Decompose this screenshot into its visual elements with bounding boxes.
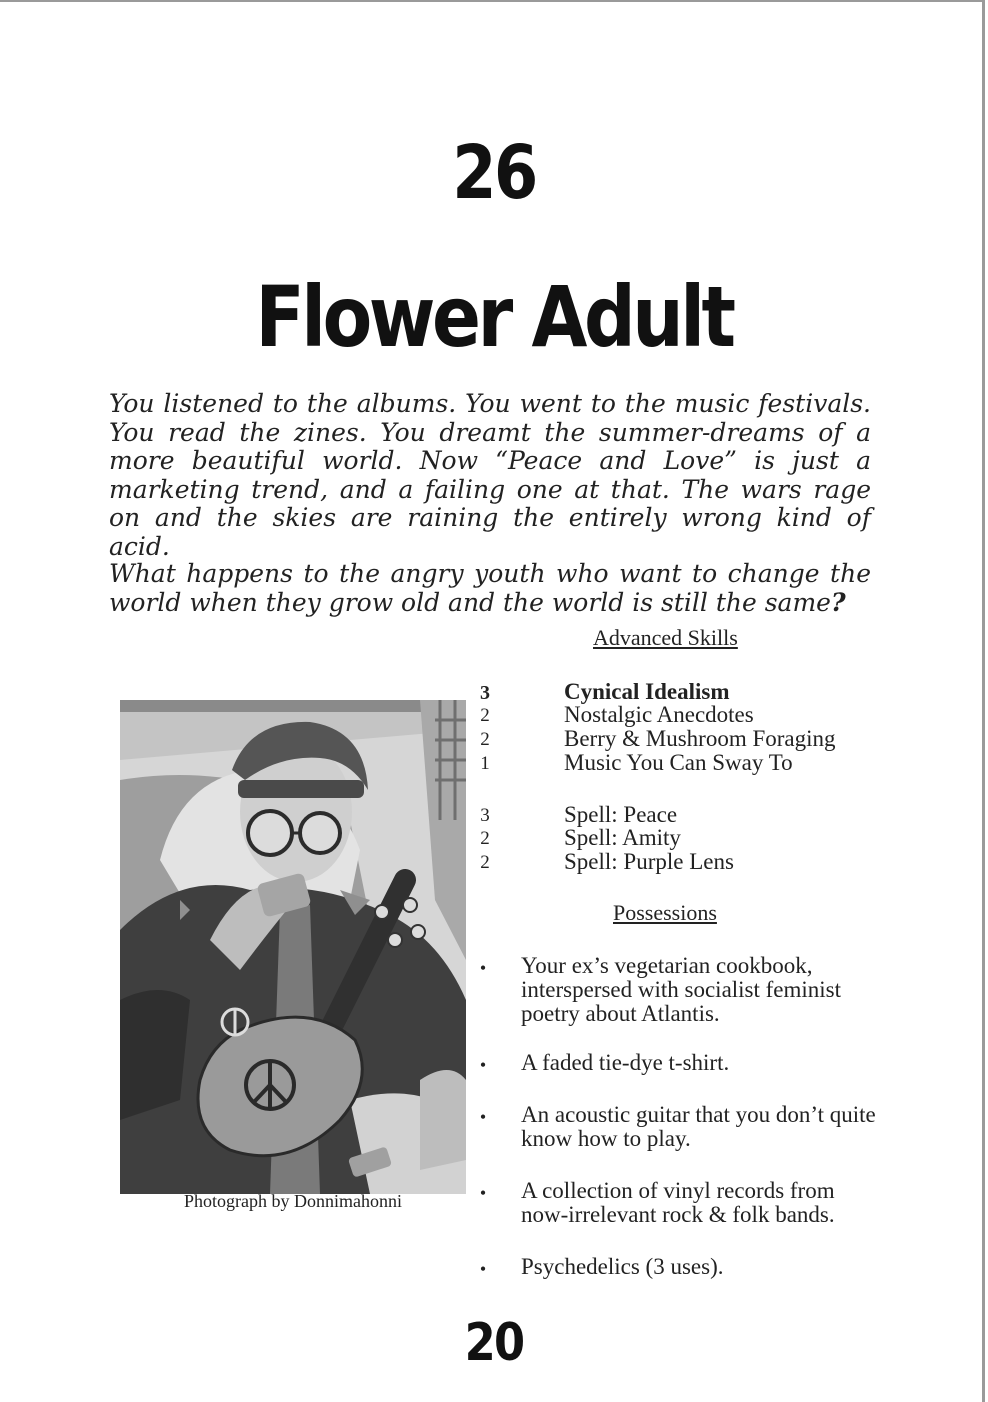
spell-name: Spell: Amity <box>564 825 681 850</box>
chapter-title: Flower Adult <box>255 268 733 366</box>
bullet-icon: • <box>479 958 487 978</box>
intro-paragraph: You listened to the albums. You went to the music festivals. You read the zines. You dreamt the summer-dreams of a more beautiful world. Now “Peace and Love” is just a marketing trend, and a failing one at that. The wars rage on and the skies are raining the entirely wrong kind of acid. <box>109 389 871 561</box>
skill-name: Music You Can Sway To <box>564 750 793 775</box>
intro-question-paragraph <box>109 560 871 617</box>
spell-value: 2 <box>480 828 490 849</box>
bullet-icon: • <box>479 1055 487 1075</box>
possessions-heading: Possessions <box>613 900 717 925</box>
spell-name: Spell: Purple Lens <box>564 849 734 874</box>
character-photo <box>120 700 466 1194</box>
page-number: 20 <box>464 1313 524 1373</box>
skill-name: Cynical Idealism <box>564 679 730 704</box>
spell-name: Spell: Peace <box>564 802 678 827</box>
possession-item: Your ex’s vegetarian cookbook, interspersed with socialist feminist poetry about Atlantis. <box>521 953 842 1026</box>
bullet-icon: • <box>479 1183 487 1203</box>
bullet-icon: • <box>479 1259 487 1279</box>
photo-credit: Photograph by Donnimahonni <box>184 1191 402 1211</box>
advanced-skills-heading: Advanced Skills <box>593 625 738 650</box>
spell-value: 2 <box>480 852 490 873</box>
skill-name: Nostalgic Anecdotes <box>564 702 754 727</box>
skill-value: 3 <box>480 682 490 704</box>
bullet-icon: • <box>479 1107 487 1127</box>
skill-name: Berry & Mushroom Foraging <box>564 726 836 751</box>
skill-value: 2 <box>480 729 490 750</box>
chapter-number: 26 <box>452 130 536 216</box>
spell-value: 3 <box>480 805 490 826</box>
possession-item: Psychedelics (3 uses). <box>521 1254 724 1279</box>
possession-item: An acoustic guitar that you don’t quite know how to play. <box>521 1102 876 1151</box>
intro-question-text: What happens to the angry youth who want to change the world when they grow old and the world is still the same <box>109 559 871 617</box>
possession-item: A faded tie-dye t-shirt. <box>521 1050 730 1075</box>
skill-value: 1 <box>480 753 490 774</box>
possession-item: A collection of vinyl records from now-irrelevant rock & folk bands. <box>521 1178 835 1227</box>
skill-value: 2 <box>480 705 490 726</box>
intro-question-mark: ? <box>830 587 846 617</box>
